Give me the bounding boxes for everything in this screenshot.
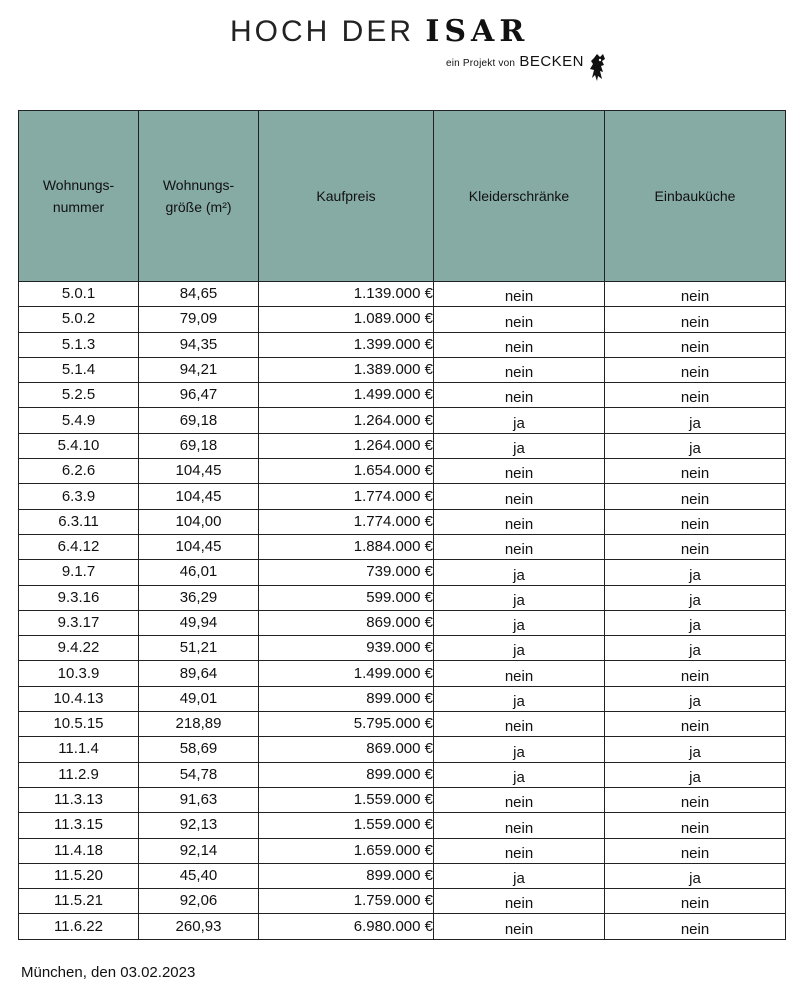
price-cell: 1.499.000 € xyxy=(259,383,434,408)
apartment-number-cell: 11.6.22 xyxy=(19,914,139,939)
apartment-size-cell: 104,45 xyxy=(139,484,259,509)
price-cell: 1.399.000 € xyxy=(259,332,434,357)
fitted-kitchen-cell: nein xyxy=(605,712,786,737)
header-line: nummer xyxy=(52,199,105,215)
table-row xyxy=(19,610,786,635)
apartment-size-cell: 94,35 xyxy=(139,332,259,357)
apartment-number-cell: 5.0.2 xyxy=(19,307,139,332)
apartment-size-cell: 218,89 xyxy=(139,712,259,737)
wardrobes-cell: ja xyxy=(434,433,605,458)
table-row xyxy=(19,838,786,863)
price-cell: 1.389.000 € xyxy=(259,357,434,382)
header-apartment-number xyxy=(19,111,139,282)
wardrobes-cell: nein xyxy=(434,787,605,812)
apartment-size-cell: 104,00 xyxy=(139,509,259,534)
apartment-size-cell: 89,64 xyxy=(139,661,259,686)
price-cell: 6.980.000 € xyxy=(259,914,434,939)
price-cell: 899.000 € xyxy=(259,863,434,888)
apartment-number-cell: 6.3.11 xyxy=(19,509,139,534)
lion-icon xyxy=(588,52,610,82)
price-cell: 599.000 € xyxy=(259,585,434,610)
wardrobes-cell: nein xyxy=(434,914,605,939)
wardrobes-cell: nein xyxy=(434,838,605,863)
header-line: Wohnungs- xyxy=(162,177,235,193)
price-cell: 1.774.000 € xyxy=(259,509,434,534)
apartment-number-cell: 5.1.3 xyxy=(19,332,139,357)
wardrobes-cell: nein xyxy=(434,712,605,737)
wardrobes-cell: nein xyxy=(434,889,605,914)
fitted-kitchen-cell: ja xyxy=(605,610,786,635)
price-cell: 939.000 € xyxy=(259,636,434,661)
fitted-kitchen-cell: ja xyxy=(605,762,786,787)
wardrobes-cell: ja xyxy=(434,560,605,585)
price-cell: 1.264.000 € xyxy=(259,408,434,433)
wardrobes-cell: ja xyxy=(434,610,605,635)
wardrobes-cell: ja xyxy=(434,585,605,610)
price-cell: 1.264.000 € xyxy=(259,433,434,458)
price-cell: 1.139.000 € xyxy=(259,282,434,307)
wardrobes-cell: ja xyxy=(434,686,605,711)
fitted-kitchen-cell: ja xyxy=(605,863,786,888)
apartment-size-cell: 84,65 xyxy=(139,282,259,307)
fitted-kitchen-cell: ja xyxy=(605,408,786,433)
apartment-size-cell: 45,40 xyxy=(139,863,259,888)
apartment-size-cell: 79,09 xyxy=(139,307,259,332)
header-line: größe (m²) xyxy=(165,199,232,215)
table-row xyxy=(19,712,786,737)
price-cell: 1.559.000 € xyxy=(259,813,434,838)
price-cell: 5.795.000 € xyxy=(259,712,434,737)
table-row xyxy=(19,459,786,484)
price-cell: 899.000 € xyxy=(259,686,434,711)
apartment-number-cell: 5.0.1 xyxy=(19,282,139,307)
apartment-number-cell: 9.3.16 xyxy=(19,585,139,610)
table-header-row xyxy=(19,111,786,282)
apartment-number-cell: 6.3.9 xyxy=(19,484,139,509)
apartment-number-cell: 5.1.4 xyxy=(19,357,139,382)
wardrobes-cell: nein xyxy=(434,534,605,559)
apartment-size-cell: 92,06 xyxy=(139,889,259,914)
apartment-size-cell: 104,45 xyxy=(139,534,259,559)
fitted-kitchen-cell: nein xyxy=(605,534,786,559)
table-row xyxy=(19,534,786,559)
fitted-kitchen-cell: nein xyxy=(605,484,786,509)
apartment-number-cell: 9.3.17 xyxy=(19,610,139,635)
apartment-number-cell: 5.4.9 xyxy=(19,408,139,433)
table-row xyxy=(19,560,786,585)
table-row xyxy=(19,484,786,509)
header-wardrobes xyxy=(434,111,605,282)
fitted-kitchen-cell: ja xyxy=(605,737,786,762)
table-row xyxy=(19,889,786,914)
fitted-kitchen-cell: nein xyxy=(605,307,786,332)
fitted-kitchen-cell: nein xyxy=(605,357,786,382)
apartment-number-cell: 5.4.10 xyxy=(19,433,139,458)
wardrobes-cell: nein xyxy=(434,661,605,686)
apartment-number-cell: 9.4.22 xyxy=(19,636,139,661)
apartment-number-cell: 5.2.5 xyxy=(19,383,139,408)
fitted-kitchen-cell: ja xyxy=(605,585,786,610)
fitted-kitchen-cell: nein xyxy=(605,787,786,812)
fitted-kitchen-cell: ja xyxy=(605,686,786,711)
apartment-number-cell: 11.2.9 xyxy=(19,762,139,787)
wardrobes-cell: ja xyxy=(434,737,605,762)
apartment-number-cell: 11.1.4 xyxy=(19,737,139,762)
apartment-size-cell: 54,78 xyxy=(139,762,259,787)
header-line: Einbauküche xyxy=(654,188,736,204)
logo-wordmark xyxy=(230,14,529,50)
apartment-size-cell: 51,21 xyxy=(139,636,259,661)
apartment-number-cell: 6.2.6 xyxy=(19,459,139,484)
wardrobes-cell: ja xyxy=(434,408,605,433)
table-row xyxy=(19,661,786,686)
fitted-kitchen-cell: nein xyxy=(605,383,786,408)
table-row xyxy=(19,408,786,433)
apartment-number-cell: 9.1.7 xyxy=(19,560,139,585)
logo-subline-small: ein Projekt von xyxy=(445,58,516,69)
table-row xyxy=(19,762,786,787)
table-row xyxy=(19,282,786,307)
table-row xyxy=(19,383,786,408)
apartment-number-cell: 11.5.21 xyxy=(19,889,139,914)
header-fitted-kitchen xyxy=(605,111,786,282)
apartment-number-cell: 6.4.12 xyxy=(19,534,139,559)
price-cell: 869.000 € xyxy=(259,737,434,762)
header-price xyxy=(259,111,434,282)
price-cell: 1.559.000 € xyxy=(259,787,434,812)
fitted-kitchen-cell: nein xyxy=(605,889,786,914)
wardrobes-cell: nein xyxy=(434,282,605,307)
header-apartment-size xyxy=(139,111,259,282)
table-row xyxy=(19,686,786,711)
header-line: Kaufpreis xyxy=(316,188,376,204)
table-row xyxy=(19,863,786,888)
price-cell: 1.499.000 € xyxy=(259,661,434,686)
fitted-kitchen-cell: nein xyxy=(605,813,786,838)
price-cell: 1.759.000 € xyxy=(259,889,434,914)
table-row xyxy=(19,787,786,812)
price-cell: 1.659.000 € xyxy=(259,838,434,863)
wardrobes-cell: ja xyxy=(434,636,605,661)
apartment-size-cell: 69,18 xyxy=(139,408,259,433)
fitted-kitchen-cell: ja xyxy=(605,560,786,585)
table-row xyxy=(19,585,786,610)
apartment-size-cell: 69,18 xyxy=(139,433,259,458)
fitted-kitchen-cell: ja xyxy=(605,636,786,661)
table-row xyxy=(19,332,786,357)
wardrobes-cell: nein xyxy=(434,509,605,534)
wardrobes-cell: nein xyxy=(434,383,605,408)
price-cell: 1.774.000 € xyxy=(259,484,434,509)
logo-subline xyxy=(446,53,584,70)
price-cell: 1.884.000 € xyxy=(259,534,434,559)
apartment-number-cell: 11.5.20 xyxy=(19,863,139,888)
logo-brand-name: BECKEN xyxy=(519,53,584,70)
apartment-size-cell: 96,47 xyxy=(139,383,259,408)
wardrobes-cell: ja xyxy=(434,762,605,787)
wardrobes-cell: nein xyxy=(434,459,605,484)
place-date: München, den 03.02.2023 xyxy=(21,964,196,981)
apartment-number-cell: 10.4.13 xyxy=(19,686,139,711)
table-row xyxy=(19,737,786,762)
price-cell: 739.000 € xyxy=(259,560,434,585)
price-cell: 1.654.000 € xyxy=(259,459,434,484)
apartment-size-cell: 94,21 xyxy=(139,357,259,382)
fitted-kitchen-cell: ja xyxy=(605,433,786,458)
fitted-kitchen-cell: nein xyxy=(605,914,786,939)
fitted-kitchen-cell: nein xyxy=(605,661,786,686)
fitted-kitchen-cell: nein xyxy=(605,459,786,484)
apartment-size-cell: 36,29 xyxy=(139,585,259,610)
table-row xyxy=(19,509,786,534)
price-cell: 1.089.000 € xyxy=(259,307,434,332)
apartment-size-cell: 91,63 xyxy=(139,787,259,812)
apartment-number-cell: 11.3.15 xyxy=(19,813,139,838)
fitted-kitchen-cell: nein xyxy=(605,838,786,863)
apartment-size-cell: 58,69 xyxy=(139,737,259,762)
apartment-number-cell: 10.3.9 xyxy=(19,661,139,686)
logo-bold-text: ISAR xyxy=(425,14,530,49)
wardrobes-cell: nein xyxy=(434,357,605,382)
apartment-size-cell: 46,01 xyxy=(139,560,259,585)
fitted-kitchen-cell: nein xyxy=(605,282,786,307)
apartment-number-cell: 11.4.18 xyxy=(19,838,139,863)
apartment-size-cell: 104,45 xyxy=(139,459,259,484)
wardrobes-cell: nein xyxy=(434,332,605,357)
table-row xyxy=(19,636,786,661)
apartment-number-cell: 10.5.15 xyxy=(19,712,139,737)
apartment-size-cell: 92,13 xyxy=(139,813,259,838)
wardrobes-cell: ja xyxy=(434,863,605,888)
table-row xyxy=(19,914,786,939)
wardrobes-cell: nein xyxy=(434,813,605,838)
logo-light-text: HOCH DER xyxy=(230,15,415,48)
apartment-size-cell: 49,94 xyxy=(139,610,259,635)
fitted-kitchen-cell: nein xyxy=(605,332,786,357)
apartment-number-cell: 11.3.13 xyxy=(19,787,139,812)
apartment-size-cell: 49,01 xyxy=(139,686,259,711)
header-line: Wohnungs- xyxy=(42,177,115,193)
table-row xyxy=(19,813,786,838)
price-cell: 869.000 € xyxy=(259,610,434,635)
table-row xyxy=(19,307,786,332)
table-row xyxy=(19,357,786,382)
price-cell: 899.000 € xyxy=(259,762,434,787)
apartment-price-table xyxy=(18,110,786,940)
header-line: Kleiderschränke xyxy=(468,188,570,204)
apartment-size-cell: 260,93 xyxy=(139,914,259,939)
wardrobes-cell: nein xyxy=(434,307,605,332)
fitted-kitchen-cell: nein xyxy=(605,509,786,534)
project-logo xyxy=(230,14,610,74)
table-body xyxy=(19,282,786,940)
wardrobes-cell: nein xyxy=(434,484,605,509)
apartment-size-cell: 92,14 xyxy=(139,838,259,863)
table-row xyxy=(19,433,786,458)
